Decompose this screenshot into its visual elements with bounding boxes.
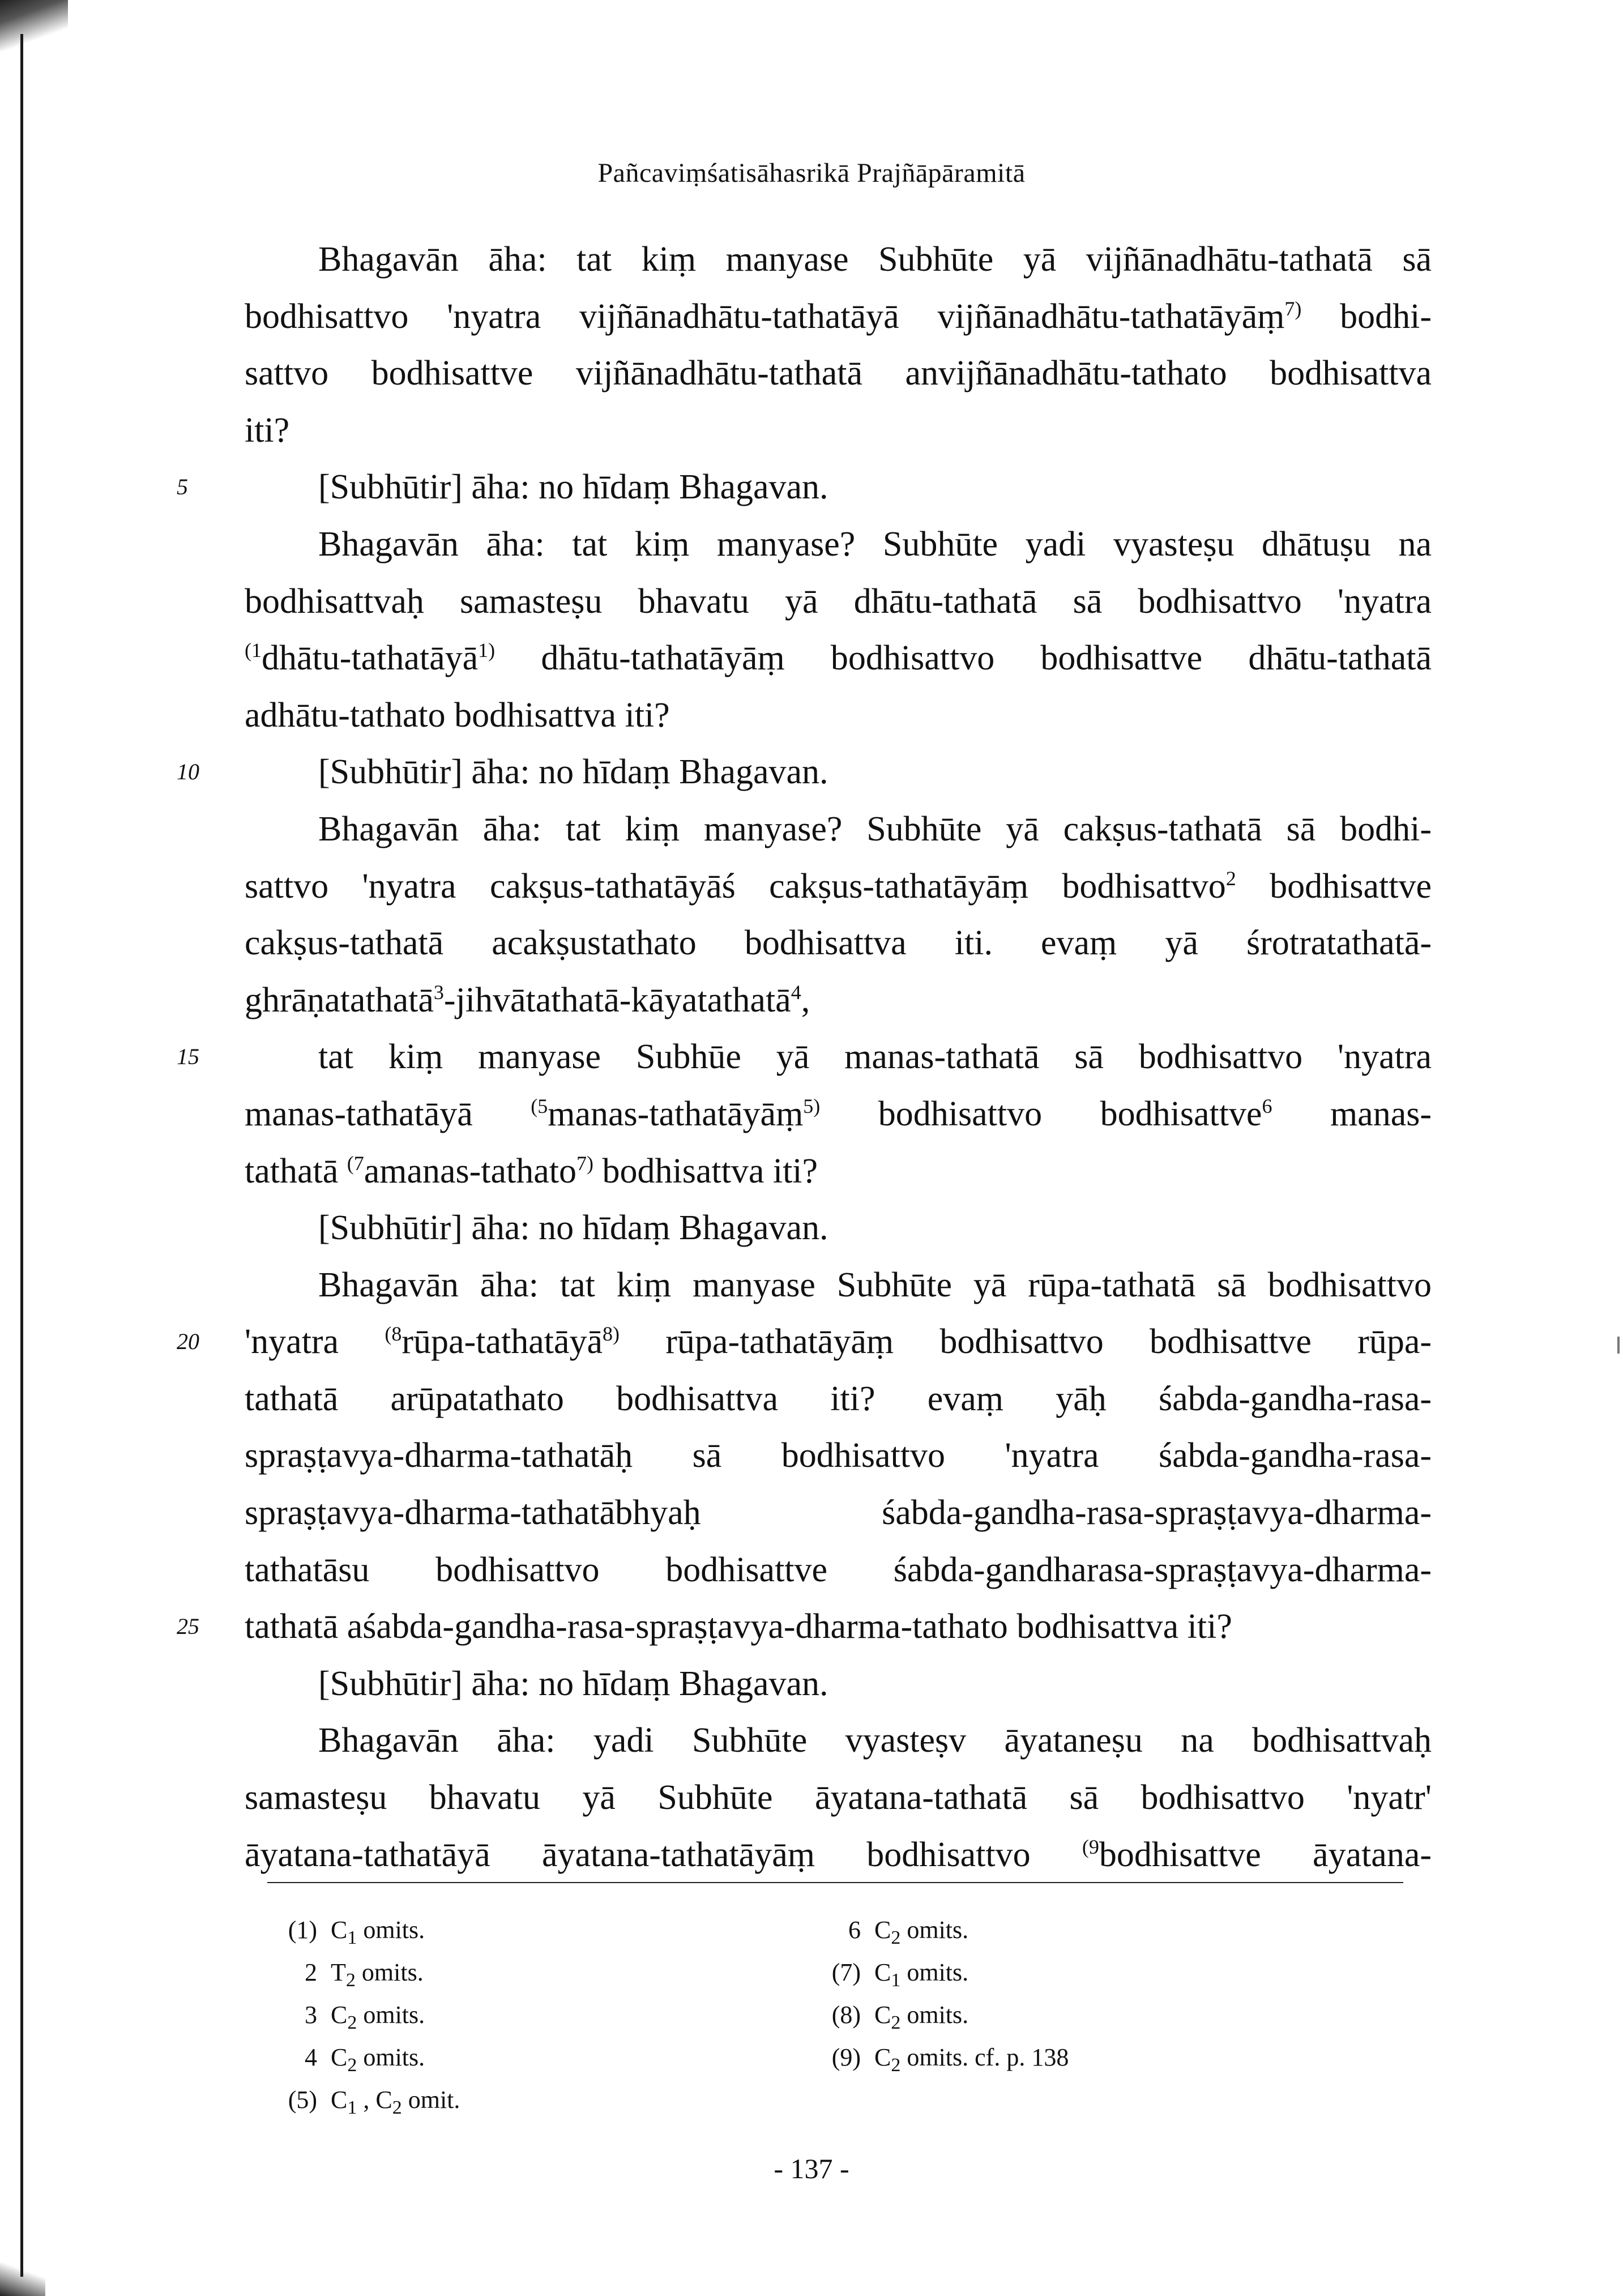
footnote: 6 $C_2$ omits. (848, 1916, 969, 1948)
footnote-ref: 1) (478, 639, 496, 662)
footnote: (5) $C_1$ , $C_2$ omit. (288, 2086, 460, 2118)
scan-edge-shadow-bottom (0, 2263, 45, 2296)
scan-speck (1617, 1337, 1620, 1354)
text-line: adhātu-tathato bodhisattva iti? (245, 695, 670, 735)
text-line: manas-tathatāyā $^{(5}$manas-tathatāyāṃ$^{5)}$ bodhisattvo bodhisattve$^6$ manas- (245, 1094, 1432, 1133)
line-number: 20 (177, 1329, 199, 1355)
text-line: sattvo bodhisattve vijñānadhātu-tathatā anvijñānadhātu-tathato bodhisattva (245, 354, 1432, 393)
text-line: Bhagavān āha: tat kiṃ manyase Subhūte yā vijñānadhātu-tathatā sā (318, 240, 1432, 279)
footnote-ref: 5) (803, 1094, 821, 1117)
text-line: tathatāsu bodhisattvo bodhisattve śabda-gandharasa-spraṣṭavya-dharma- (245, 1550, 1432, 1589)
text-line: bodhisattvo 'nyatra vijñānadhātu-tathatāyā vijñānadhātu-tathatāyāṃ$^{7)}$ bodhi- (245, 297, 1432, 336)
text-line: Bhagavān āha: tat kiṃ manyase Subhūte yā rūpa-tathatā sā bodhisattvo (318, 1265, 1432, 1304)
text-line: Bhagavān āha: yadi Subhūte vyasteṣv āyataneṣu na bodhisattvaḥ (318, 1721, 1432, 1760)
footnote-ref: (9 (1082, 1835, 1099, 1858)
page-number: - 137 - (774, 2153, 849, 2184)
footnote-ref: 3 (433, 980, 444, 1004)
line-number: 10 (177, 759, 199, 785)
footnote: 3 $C_2$ omits. (305, 2001, 425, 2033)
footnote-ref: 2 (1225, 867, 1236, 890)
footnote: 2 $T_2$ omits. (305, 1958, 424, 1991)
text-line: Bhagavān āha: tat kiṃ manyase? Subhūte yā cakṣus-tathatā sā bodhi- (318, 809, 1432, 848)
body-text (177, 231, 1432, 1883)
scan-edge-shadow-top (0, 0, 68, 51)
footnote-divider (267, 1882, 1403, 1883)
text-line: tathatā arūpatathato bodhisattva iti? evaṃ yāḥ śabda-gandha-rasa- (245, 1379, 1432, 1418)
footnote-ref: 8) (602, 1322, 620, 1346)
footnote-ref: 7) (1284, 297, 1302, 320)
text-line: 10 [Subhūtir] āha: no hīdaṃ Bhagavan. (245, 744, 1432, 801)
text-line: 20 'nyatra $^{(8}$rūpa-tathatāyā$^{8)}$ rūpa-tathatāyāṃ bodhisattvo bodhisattve rūpa- (245, 1313, 1432, 1371)
text-line: spraṣṭavya-dharma-tathatābhyaḥ śabda-gandha-rasa-spraṣṭavya-dharma- (245, 1493, 1432, 1533)
footnote-ref: (1 (245, 639, 262, 662)
text-line: [Subhūtir] āha: no hīdaṃ Bhagavan. (318, 1209, 828, 1248)
text-line: spraṣṭavya-dharma-tathatāḥ sā bodhisattvo 'nyatra śabda-gandha-rasa- (245, 1436, 1432, 1475)
text-line: 5 [Subhūtir] āha: no hīdaṃ Bhagavan. (245, 459, 1432, 516)
line-number: 25 (177, 1614, 199, 1640)
scan-edge-line (20, 34, 23, 2277)
text-line: tathatā $^{(7}$amanas-tathato$^{7)}$ bodhisattva iti? (245, 1151, 818, 1190)
footnote: (8) $C_2$ omits. (831, 2001, 969, 2033)
text-line: Bhagavān āha: tat kiṃ manyase? Subhūte yadi vyasteṣu dhātuṣu na (318, 524, 1432, 564)
text-line: sattvo 'nyatra cakṣus-tathatāyāś cakṣus-tathatāyāṃ bodhisattvo$^2$ bodhisattve (245, 867, 1432, 906)
footnote: (9) $C_2$ omits. cf. p. 138 (831, 2043, 1069, 2076)
text-line: samasteṣu bhavatu yā Subhūte āyatana-tathatā sā bodhisattvo 'nyatr' (245, 1778, 1432, 1817)
footnote: (1) $C_1$ omits. (288, 1916, 425, 1948)
footnote-ref: 4 (791, 980, 801, 1004)
text-line: bodhisattvaḥ samasteṣu bhavatu yā dhātu-tathatā sā bodhisattvo 'nyatra (245, 582, 1432, 621)
line-number: 15 (177, 1044, 199, 1070)
text-line: cakṣus-tathatā acakṣustathato bodhisattva iti. evaṃ yā śrotratathatā- (245, 924, 1432, 963)
running-header: Pañcaviṃśatisāhasrikā Prajñāpāramitā (597, 158, 1026, 188)
footnote-ref: (7 (347, 1151, 364, 1175)
text-line: 25 tathatā aśabda-gandha-rasa-spraṣṭavya-dharma-tathato bodhisattva iti? (245, 1598, 1432, 1655)
footnote-ref: 6 (1262, 1094, 1272, 1117)
footnote-ref: 7) (576, 1151, 594, 1175)
text-line: [Subhūtir] āha: no hīdaṃ Bhagavan. (318, 1664, 828, 1703)
text-line: āyatana-tathatāyā āyatana-tathatāyāṃ bodhisattvo $^{(9}$bodhisattve āyatana- (245, 1835, 1432, 1874)
footnote: 4 $C_2$ omits. (305, 2043, 425, 2076)
footnotes (277, 1909, 1184, 2124)
text-line: ghrāṇatathatā$^3$-jihvātathatā-kāyatathatā$^4$, (245, 980, 810, 1019)
line-number: 5 (177, 474, 188, 500)
footnote: (7) $C_1$ omits. (831, 1958, 969, 1991)
text-line: 15 tat kiṃ manyase Subhūe yā manas-tathatā sā bodhisattvo 'nyatra (245, 1028, 1432, 1086)
text-line: iti? (245, 411, 290, 450)
text-line: $^{(1}$dhātu-tathatāyā$^{1)}$ dhātu-tathatāyāṃ bodhisattvo bodhisattve dhātu-tathatā (245, 639, 1432, 678)
footnote-ref: (5 (531, 1094, 548, 1117)
footnote-ref: (8 (385, 1322, 402, 1346)
